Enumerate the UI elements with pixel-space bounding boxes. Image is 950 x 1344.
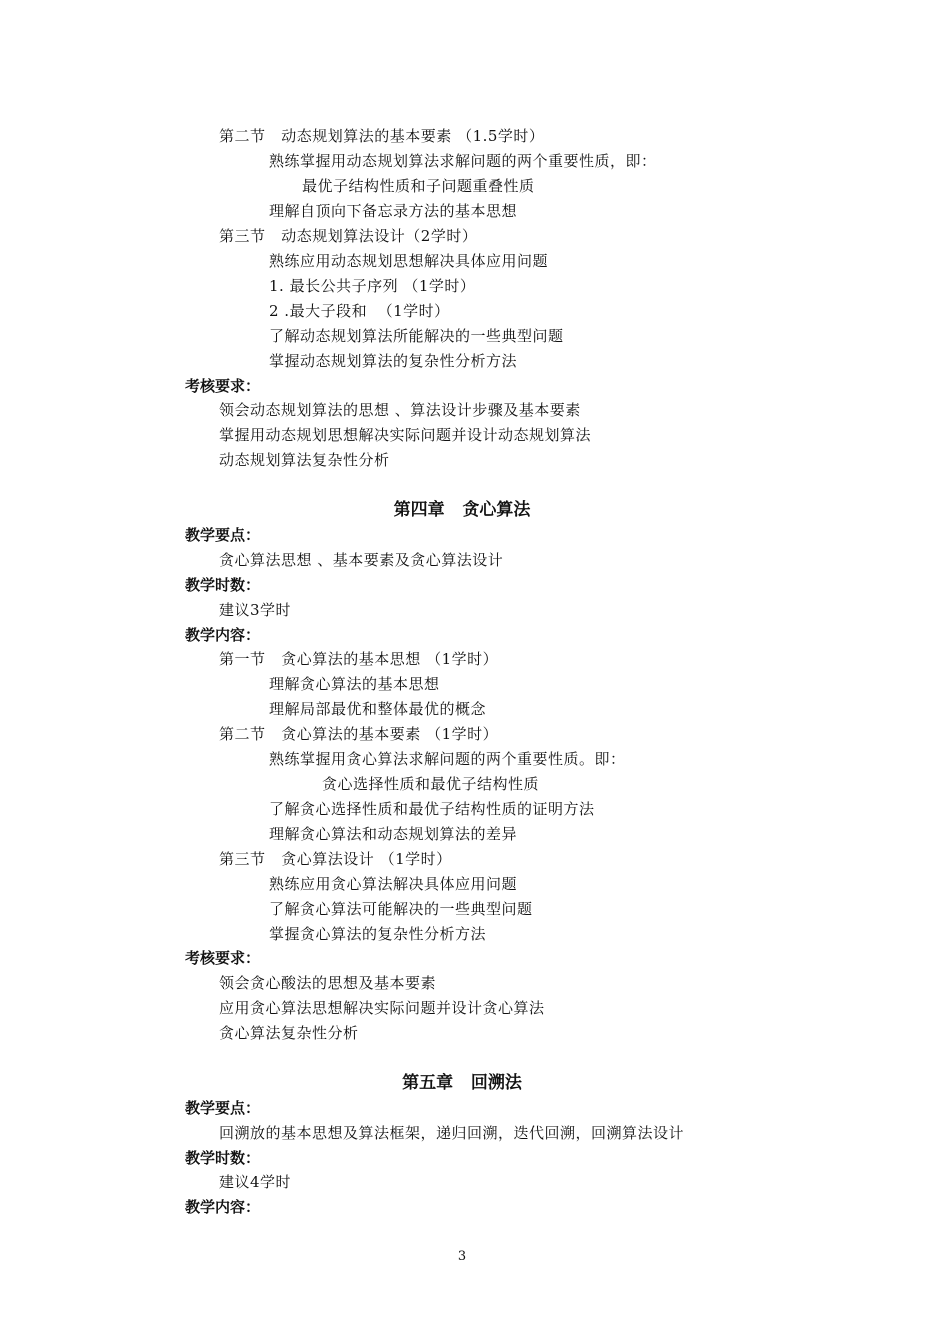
content-line: 建议3学时: [219, 601, 292, 619]
content-line: 最优子结构性质和子问题重叠性质: [302, 177, 535, 195]
teaching-hours-label: 教学时数：: [185, 1149, 261, 1167]
content-line: 回溯放的基本思想及算法框架，递归回溯，迭代回溯，回溯算法设计: [219, 1124, 685, 1142]
section-title: 第三节 动态规划算法设计（2学时）: [219, 227, 478, 245]
content-line: 贪心选择性质和最优子结构性质: [322, 775, 540, 793]
content-line: 领会贪心酸法的思想及基本要素: [219, 974, 437, 992]
content-line: 了解贪心选择性质和最优子结构性质的证明方法: [269, 800, 595, 818]
content-line: 了解贪心算法可能解决的一些典型问题: [269, 900, 533, 918]
chapter-title: 第四章 贪心算法: [393, 500, 531, 520]
page-number: 3: [457, 1249, 467, 1264]
section-title: 第一节 贪心算法的基本思想 （1学时）: [219, 650, 499, 668]
content-line: 理解局部最优和整体最优的概念: [269, 700, 487, 718]
content-line: 掌握贪心算法的复杂性分析方法: [269, 925, 487, 943]
section-title: 第二节 动态规划算法的基本要素 （1.5学时）: [219, 127, 545, 145]
chapter-title: 第五章 回溯法: [402, 1073, 522, 1093]
teaching-hours-label: 教学时数：: [185, 576, 261, 594]
content-line: 理解贪心算法的基本思想: [269, 675, 440, 693]
content-line: 贪心算法思想 、基本要素及贪心算法设计: [219, 551, 504, 569]
content-line: 熟练应用贪心算法解决具体应用问题: [269, 875, 518, 893]
content-line: 掌握用动态规划思想解决实际问题并设计动态规划算法: [219, 426, 592, 444]
content-line: 贪心算法复杂性分析: [219, 1024, 359, 1042]
section-title: 第三节 贪心算法设计 （1学时）: [219, 850, 452, 868]
teaching-content-label: 教学内容：: [185, 1198, 261, 1216]
content-line: 熟练应用动态规划思想解决具体应用问题: [269, 252, 549, 270]
content-line: 建议4学时: [219, 1173, 292, 1191]
exam-requirements-label: 考核要求：: [185, 377, 261, 395]
content-line: 了解动态规划算法所能解决的一些典型问题: [269, 327, 564, 345]
content-line: 2 .最大子段和 （1学时）: [269, 302, 450, 320]
section-title: 第二节 贪心算法的基本要素 （1学时）: [219, 725, 499, 743]
teaching-content-label: 教学内容：: [185, 626, 261, 644]
teaching-points-label: 教学要点：: [185, 1099, 261, 1117]
content-line: 理解自顶向下备忘录方法的基本思想: [269, 202, 518, 220]
content-line: 理解贪心算法和动态规划算法的差异: [269, 825, 518, 843]
content-line: 熟练掌握用动态规划算法求解问题的两个重要性质，即：: [269, 152, 657, 170]
teaching-points-label: 教学要点：: [185, 526, 261, 544]
exam-requirements-label: 考核要求：: [185, 949, 261, 967]
content-line: 1. 最长公共子序列 （1学时）: [269, 277, 476, 295]
content-line: 领会动态规划算法的思想 、算法设计步骤及基本要素: [219, 401, 581, 419]
content-line: 动态规划算法复杂性分析: [219, 451, 390, 469]
content-line: 掌握动态规划算法的复杂性分析方法: [269, 352, 518, 370]
content-line: 熟练掌握用贪心算法求解问题的两个重要性质。即：: [269, 750, 626, 768]
content-line: 应用贪心算法思想解决实际问题并设计贪心算法: [219, 999, 545, 1017]
